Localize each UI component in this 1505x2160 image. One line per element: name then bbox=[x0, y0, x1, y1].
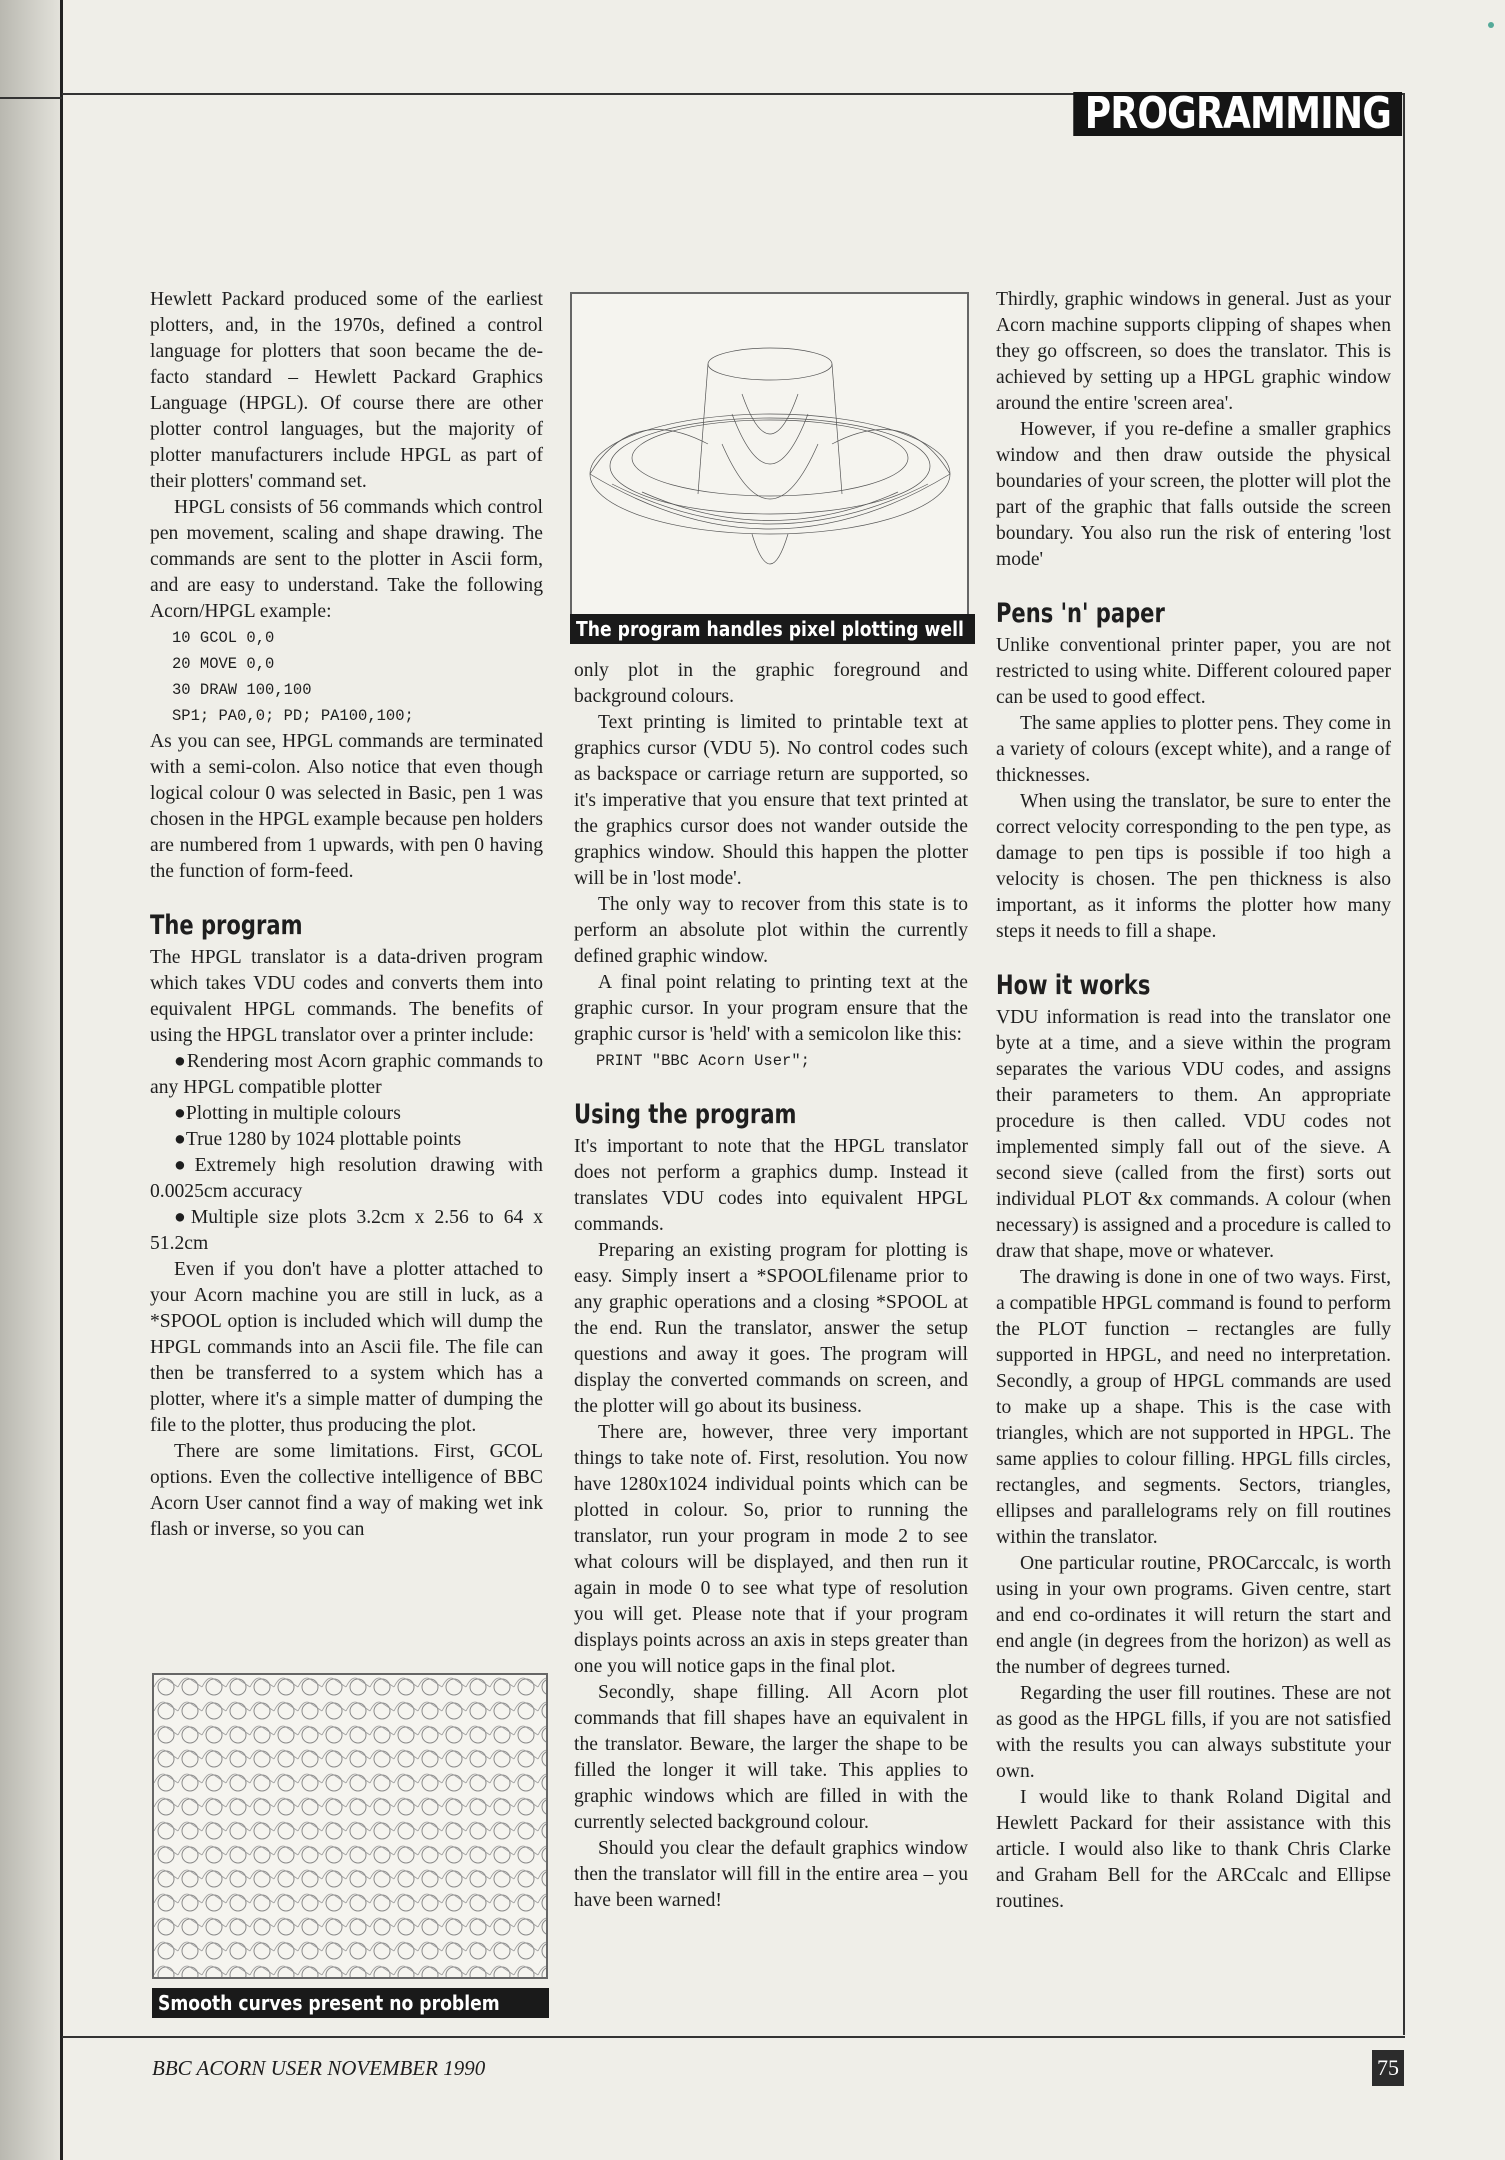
paragraph: Text printing is limited to printable text at graphics cursor (VDU 5). No control codes such as backspace or carriage return are supported, so it's imperative that you ensure that text printed at the graphics cursor does not wander outside the graphics window. Should this happen the plotter will be in 'lost mode'. bbox=[574, 712, 968, 889]
magazine-footer: BBC ACORN USER NOVEMBER 1990 bbox=[152, 2056, 486, 2080]
paragraph: Regarding the user fill routines. These are not as good as the HPGL fills, if you are not satisfied with the results you can always substitute your own. bbox=[996, 1683, 1391, 1782]
paragraph: The same applies to plotter pens. They come in a variety of colours (except white), and a range of thicknesses. bbox=[996, 713, 1391, 786]
paragraph: A final point relating to printing text at the graphic cursor. In your program ensure that the graphic cursor is 'held' with a semicolon like this: bbox=[574, 972, 968, 1045]
print-mark bbox=[1488, 22, 1494, 28]
right-rule bbox=[1403, 95, 1405, 2035]
page-spine-shadow bbox=[0, 0, 62, 2160]
heading-the-program: The program bbox=[150, 910, 303, 941]
bottom-caption: Smooth curves present no problem bbox=[152, 1988, 549, 2018]
bottom-rule bbox=[62, 2036, 1405, 2038]
section-header: PROGRAMMING bbox=[1073, 92, 1402, 136]
paragraph: HPGL consists of 56 commands which control pen movement, scaling and shape drawing. The commands are sent to the plotter in Ascii form, and are easy to understand. Take the following Acorn/HPGL example: bbox=[150, 497, 543, 622]
code-line: SP1; PA0,0; PD; PA100,100; bbox=[172, 707, 414, 725]
left-page-rule bbox=[0, 97, 62, 99]
paragraph: There are, however, three very important things to take note of. First, resolution. You now have 1280x1024 individual points which can be plotted in colour. So, prior to running the translator, run your program in mode 2 to see what colours will be displayed, and then run it again in mode 0 to see what type of resolution you will get. Please note that if your program displays points across an axis in steps greater than one you will notice gaps in the final plot. bbox=[574, 1422, 968, 1677]
paragraph: only plot in the graphic foreground and background colours. bbox=[574, 660, 968, 707]
code-line: 20 MOVE 0,0 bbox=[172, 655, 275, 673]
paragraph: When using the translator, be sure to enter the correct velocity corresponding to the pen type, as damage to pen tips is possible if too high a velocity is chosen. The pen thickness is also important, as it informs the plotter how many steps it needs to fill a shape. bbox=[996, 791, 1391, 942]
bullet-item: ● Plotting in multiple colours bbox=[150, 1101, 543, 1127]
paragraph: The HPGL translator is a data-driven program which takes VDU codes and converts them into equivalent HPGL commands. The benefits of using the HPGL translator over a printer include: bbox=[150, 947, 543, 1046]
curves-figure bbox=[152, 1673, 548, 1979]
column-2 bbox=[574, 658, 968, 1914]
paragraph: VDU information is read into the translator one byte at a time, and a sieve within the program separates the various VDU codes, and assigns their parameters to them. An appropriate procedure is then called. VDU codes not implemented simply fall out of the sieve. A second sieve (called from the first) sorts out individual PLOT &x commands. A colour (when necessary) is assigned and a procedure is called to draw that shape, move or whatever. bbox=[996, 1007, 1391, 1262]
heading-using-the-program: Using the program bbox=[574, 1099, 797, 1130]
code-line: PRINT "BBC Acorn User"; bbox=[596, 1052, 810, 1070]
code-line: 30 DRAW 100,100 bbox=[172, 681, 312, 699]
paragraph: Preparing an existing program for plotting is easy. Simply insert a *SPOOLfilename prior to any graphic operations and a closing *SPOOL at the end. Run the translator, answer the setup questions and away it goes. The program will display the converted commands on screen, and the plotter will go about its business. bbox=[574, 1240, 968, 1417]
top-caption: The program handles pixel plotting well bbox=[570, 614, 975, 644]
bullet-item: ● Rendering most Acorn graphic commands to any HPGL compatible plotter bbox=[150, 1049, 543, 1101]
paragraph: Secondly, shape filling. All Acorn plot commands that fill shapes have an equivalent in the translator. Beware, the larger the shape to be filled the longer it will take. This applies to graphic windows which are filled in with the currently selected background colour. bbox=[574, 1682, 968, 1833]
gutter-line bbox=[60, 0, 63, 2160]
paragraph: I would like to thank Roland Digital and Hewlett Packard for their assistance with this article. I would also like to thank Chris Clarke and Graham Bell for the ARCcalc and Ellipse routines. bbox=[996, 1787, 1391, 1912]
paragraph: However, if you re-define a smaller graphics window and then draw outside the physical boundaries of your screen, the plotter will plot the part of the graphic that falls outside the screen boundary. You also run the risk of entering 'lost mode' bbox=[996, 419, 1391, 570]
paragraph: There are some limitations. First, GCOL options. Even the collective intelligence of BBC Acorn User cannot find a way of making wet ink flash or inverse, so you can bbox=[150, 1441, 543, 1540]
paragraph: Even if you don't have a plotter attached to your Acorn machine you are still in luck, as a *SPOOL option is included which will dump the HPGL commands into an Ascii file. The file can then be transferred to a system which has a plotter, where it's a simple matter of dumping the file to the plotter, thus producing the plot. bbox=[150, 1259, 543, 1436]
pixel-plot-figure bbox=[570, 292, 969, 621]
paragraph: Should you clear the default graphics window then the translator will fill in the entire area – you have been warned! bbox=[574, 1838, 968, 1911]
heading-pens-n-paper: Pens 'n' paper bbox=[996, 598, 1165, 629]
paragraph: It's important to note that the HPGL translator does not perform a graphics dump. Instead it translates VDU codes into equivalent HPGL commands. bbox=[574, 1136, 968, 1235]
paragraph: Thirdly, graphic windows in general. Just as your Acorn machine supports clipping of shapes when they go offscreen, so does the translator. This is achieved by setting up a HPGL graphic window around the entire 'screen area'. bbox=[996, 289, 1391, 414]
page-number: 75 bbox=[1372, 2050, 1404, 2086]
column-1 bbox=[150, 287, 543, 1543]
bullet-item: ● Extremely high resolution drawing with 0.0025cm accuracy bbox=[150, 1153, 543, 1205]
bullet-item: ● True 1280 by 1024 plottable points bbox=[150, 1127, 543, 1153]
bullet-item: ● Multiple size plots 3.2cm x 2.56 to 64 x 51.2cm bbox=[150, 1205, 543, 1257]
column-3 bbox=[996, 287, 1391, 1915]
paragraph: As you can see, HPGL commands are terminated with a semi-colon. Also notice that even though logical colour 0 was selected in Basic, pen 1 was chosen in the HPGL example because pen holders are numbered from 1 upwards, with pen 0 having the function of form-feed. bbox=[150, 731, 543, 882]
code-line: 10 GCOL 0,0 bbox=[172, 629, 275, 647]
paragraph: Hewlett Packard produced some of the earliest plotters, and, in the 1970s, defined a control language for plotters that soon became the de-facto standard – Hewlett Packard Graphics Language (HPGL). Of course there are other plotter control languages, but the majority of plotter manufacturers include HPGL as part of their plotters' command set. bbox=[150, 289, 543, 492]
heading-how-it-works: How it works bbox=[996, 970, 1151, 1001]
paragraph: One particular routine, PROCarccalc, is worth using in your own programs. Given centre, start and end co-ordinates it will return the start and end angle (in degrees from the horizon) as well as the number of degrees turned. bbox=[996, 1553, 1391, 1678]
paragraph: The only way to recover from this state is to perform an absolute plot within the currently defined graphic window. bbox=[574, 894, 968, 967]
paragraph: The drawing is done in one of two ways. First, a compatible HPGL command is found to perform the PLOT function – rectangles are fully supported in HPGL, and need no interpretation. Secondly, a group of HPGL commands are used to make up a shape. This is the case with triangles, which are not supported in HPGL. The same applies to colour filling. HPGL fills circles, rectangles, and segments. Sectors, triangles, ellipses and parallelograms rely on fill routines within the translator. bbox=[996, 1267, 1391, 1548]
curves-illustration bbox=[154, 1675, 546, 1977]
plotted-vase-illustration bbox=[572, 294, 967, 619]
paragraph: Unlike conventional printer paper, you are not restricted to using white. Different coloured paper can be used to good effect. bbox=[996, 635, 1391, 708]
